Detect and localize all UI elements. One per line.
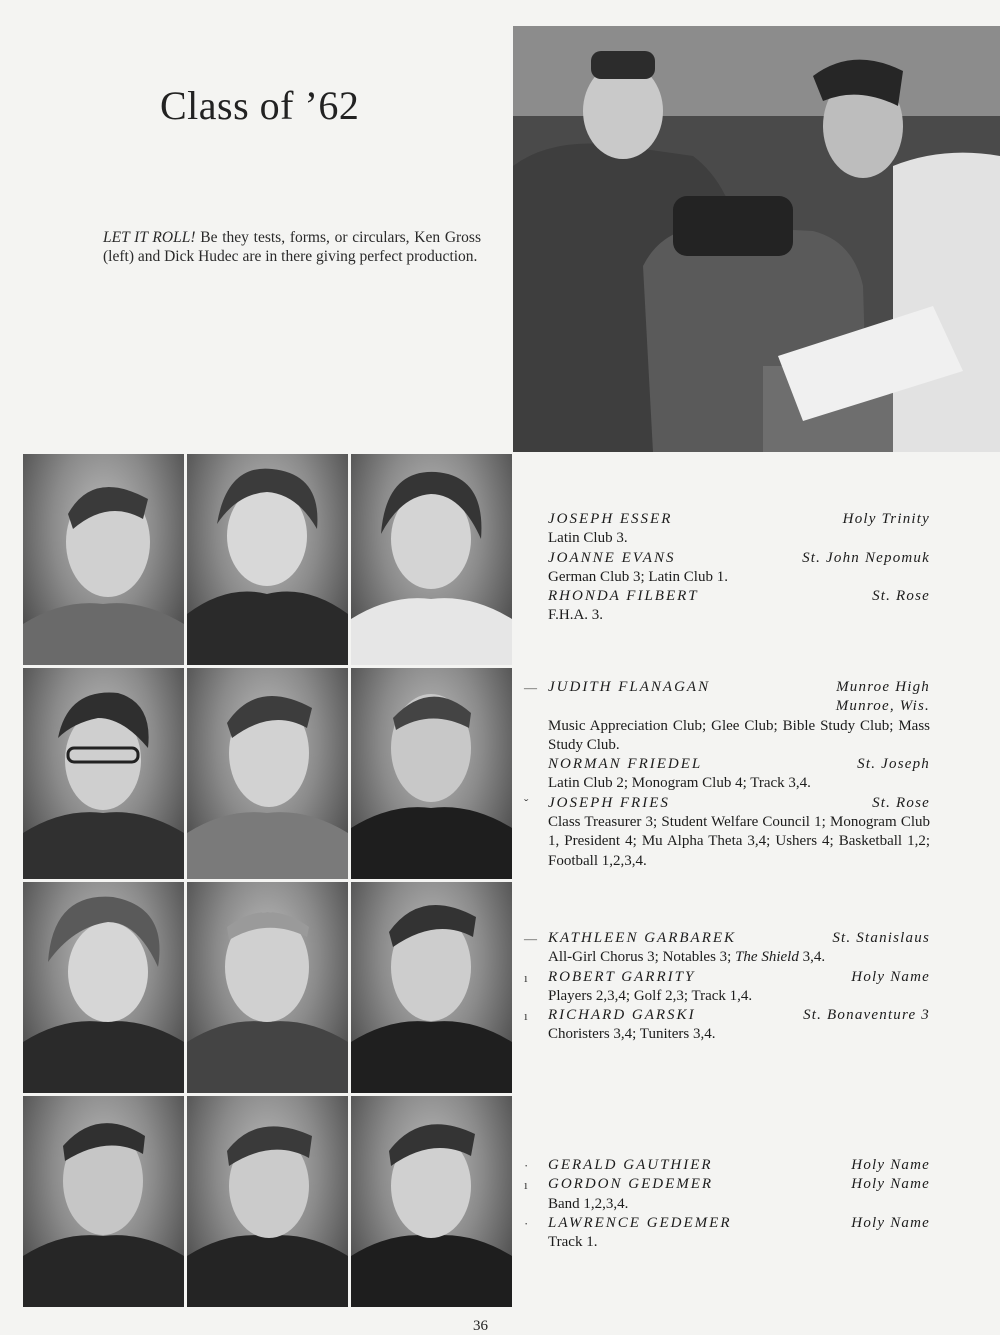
bio-entry-robert-garrity xyxy=(520,968,930,987)
portrait-illustration xyxy=(187,882,348,1093)
caption-text: Be they tests, forms, or circulars, Ken Gross (left) and Dick Hudec are in there giving perfect production. xyxy=(103,229,481,265)
margin-mark: ı xyxy=(524,1008,528,1024)
bio-entry-lawrence-gedemer xyxy=(520,1214,930,1233)
portrait-joseph-esser xyxy=(23,454,184,665)
activities: Latin Club 2; Monogram Club 4; Track 3,4. xyxy=(548,775,811,792)
margin-mark: — xyxy=(524,680,537,695)
activities-text: All-Girl Chorus 3; Notables 3; xyxy=(548,949,736,966)
parish: St. John Nepomuk xyxy=(802,549,930,566)
portrait-joanne-evans xyxy=(187,454,348,665)
parish: Holy Name xyxy=(851,1176,930,1193)
bio-entry-joanne-evans xyxy=(520,549,930,568)
activities: F.H.A. 3. xyxy=(548,607,604,624)
parish: St. Joseph xyxy=(857,756,930,773)
student-name-text: LAWRENCE GEDEMER xyxy=(548,1214,732,1231)
portrait-judith-flanagan xyxy=(23,668,184,879)
student-name-text: GERALD GAUTHIER xyxy=(548,1157,713,1173)
portrait-norman-friedel xyxy=(187,668,348,879)
student-name xyxy=(520,549,675,568)
activities: Class Treasurer 3; Student Welfare Council 1; Monogram Club 1, President 4; Mu Alpha Theta 3,4; Ushers 4; Basketball 1,2; Football 1,2,3,4. xyxy=(548,814,930,869)
student-name-text: JUDITH FLANAGAN xyxy=(548,679,711,695)
parish: Holy Trinity xyxy=(842,511,930,527)
activities-text-end: 3,4. xyxy=(798,949,826,966)
parish: St. Stanislaus xyxy=(832,930,930,946)
portrait-illustration xyxy=(187,668,348,879)
activities-italic: The Shield xyxy=(735,949,799,966)
student-name-text: ROBERT GARRITY xyxy=(548,968,696,985)
student-name xyxy=(520,755,702,774)
portrait-robert-garrity xyxy=(187,882,348,1093)
portrait-illustration xyxy=(351,454,512,665)
photo-caption xyxy=(103,228,481,266)
student-name-text: GORDON GEDEMER xyxy=(548,1176,714,1193)
portrait-illustration xyxy=(351,1096,512,1307)
bio-entry-judith-flanagan xyxy=(520,678,930,697)
student-name-text: NORMAN FRIEDEL xyxy=(548,756,703,773)
parish-town: Munroe, Wis. xyxy=(835,698,930,715)
student-name xyxy=(520,968,695,987)
parish: Holy Name xyxy=(851,968,930,985)
parish: St. Rose xyxy=(872,588,930,605)
student-name xyxy=(520,510,672,529)
bio-entry-richard-garski xyxy=(520,1006,930,1025)
portrait-richard-garski xyxy=(351,882,512,1093)
student-name xyxy=(520,1156,713,1175)
student-name xyxy=(520,1175,713,1194)
bio-entry-judith-flanagan-town xyxy=(520,697,930,716)
bio-entry-gordon-gedemer xyxy=(520,1175,930,1194)
portrait-gordon-gedemer xyxy=(187,1096,348,1307)
bio-group-1 xyxy=(520,510,930,626)
margin-mark: ı xyxy=(524,969,528,985)
portrait-illustration xyxy=(187,454,348,665)
page-title: Class of ’62 xyxy=(160,83,360,128)
margin-mark: · xyxy=(524,1158,529,1173)
activities: German Club 3; Latin Club 1. xyxy=(548,568,728,585)
student-name-text: RICHARD GARSKI xyxy=(548,1007,696,1024)
student-name xyxy=(520,794,670,813)
mimeograph-photo-illustration xyxy=(513,26,1000,452)
bio-group-4 xyxy=(520,1156,930,1252)
portrait-illustration xyxy=(23,882,184,1093)
student-name xyxy=(520,1006,696,1025)
portrait-illustration xyxy=(23,1096,184,1307)
portrait-illustration xyxy=(351,882,512,1093)
portrait-kathleen-garbarek xyxy=(23,882,184,1093)
parish: Munroe High xyxy=(836,679,930,695)
bio-group-2 xyxy=(520,678,930,871)
portrait-gerald-gauthier xyxy=(23,1096,184,1307)
student-name-text: RHONDA FILBERT xyxy=(548,588,699,605)
student-name-text: KATHLEEN GARBAREK xyxy=(548,930,737,946)
bio-entry-rhonda-filbert xyxy=(520,587,930,606)
parish: Holy Name xyxy=(851,1214,930,1231)
margin-mark: — xyxy=(524,931,537,946)
caption-lead: LET IT ROLL! xyxy=(103,229,196,246)
bio-entry-joseph-fries xyxy=(520,794,930,813)
margin-mark: · xyxy=(524,1215,529,1231)
portrait-grid xyxy=(23,454,513,1306)
activities: Band 1,2,3,4. xyxy=(548,1195,629,1212)
student-name xyxy=(520,1214,732,1233)
student-name xyxy=(520,678,710,697)
portrait-illustration xyxy=(23,668,184,879)
portrait-lawrence-gedemer xyxy=(351,1096,512,1307)
activities: Track 1. xyxy=(548,1234,598,1251)
parish: St. Rose xyxy=(872,794,930,811)
student-name-text: JOSEPH ESSER xyxy=(548,511,673,527)
portrait-joseph-fries xyxy=(351,668,512,879)
margin-mark: ı xyxy=(524,1177,528,1193)
parish: Holy Name xyxy=(851,1157,930,1173)
page-number: 36 xyxy=(473,1318,488,1334)
activities xyxy=(520,948,930,967)
bio-entry-norman-friedel xyxy=(520,755,930,774)
student-name xyxy=(520,587,699,606)
portrait-illustration xyxy=(23,454,184,665)
activities: Music Appreciation Club; Glee Club; Bible Study Club; Mass Study Club. xyxy=(548,717,930,753)
student-name xyxy=(520,929,736,948)
activities: Players 2,3,4; Golf 2,3; Track 1,4. xyxy=(548,987,753,1004)
portrait-illustration xyxy=(187,1096,348,1307)
student-name-text: JOANNE EVANS xyxy=(548,549,676,566)
bio-group-3 xyxy=(520,929,930,1045)
portrait-rhonda-filbert xyxy=(351,454,512,665)
bio-entry-joseph-esser xyxy=(520,510,930,529)
parish: St. Bonaventure 3 xyxy=(803,1007,930,1024)
bio-entry-gerald-gauthier xyxy=(520,1156,930,1175)
portrait-illustration xyxy=(351,668,512,879)
activities: Latin Club 3. xyxy=(548,530,628,547)
student-name-text: JOSEPH FRIES xyxy=(548,794,670,811)
mimeograph-photo xyxy=(513,26,1000,452)
bio-entry-kathleen-garbarek xyxy=(520,929,930,948)
margin-mark: ˇ xyxy=(524,795,529,811)
activities: Choristers 3,4; Tuniters 3,4. xyxy=(548,1026,716,1043)
